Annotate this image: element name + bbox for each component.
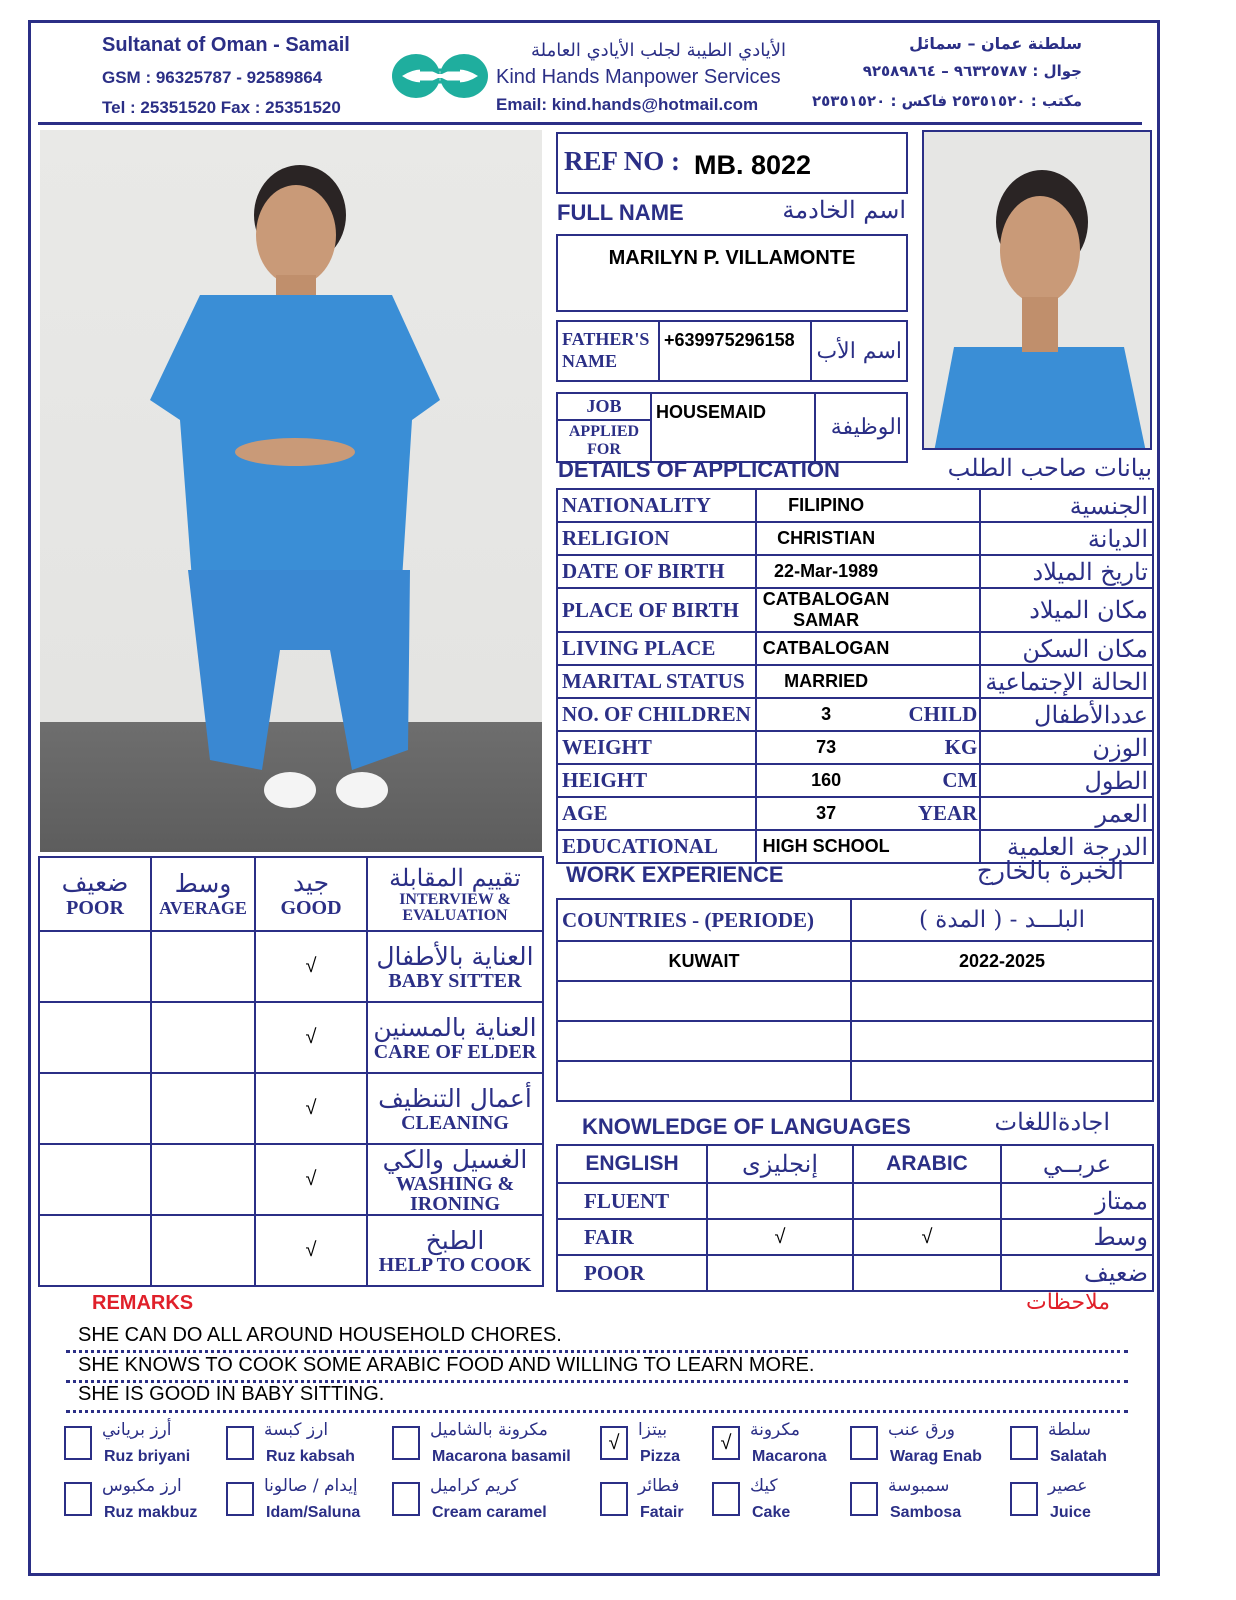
lang-english-mark — [707, 1255, 853, 1291]
company-name-ar: الأيادي الطيبة لجلب الأيادي العاملة — [530, 40, 786, 61]
food-label-en: Juice — [1050, 1504, 1091, 1521]
details-row — [557, 698, 1153, 731]
eval-average-ar: وسط — [174, 869, 232, 898]
lang-english-mark — [707, 1183, 853, 1219]
details-title-ar: بيانات صاحب الطلب — [947, 454, 1152, 482]
food-label-ar: مكرونة — [750, 1420, 800, 1440]
lang-arabic-mark: √ — [853, 1219, 1001, 1255]
details-label: WEIGHT — [557, 731, 756, 764]
food-label-en: Cream caramel — [432, 1504, 547, 1521]
details-row — [557, 797, 1153, 830]
eval-skill-ar: الطبخ — [425, 1226, 485, 1255]
details-label-ar: مكان الميلاد — [980, 588, 1153, 632]
details-value-cell — [756, 588, 981, 632]
remark-line-2: SHE KNOWS TO COOK SOME ARABIC FOOD AND WILLING TO LEARN MORE. — [78, 1354, 815, 1376]
eval-row — [39, 1002, 543, 1073]
father-value: +639975296158 — [659, 321, 811, 381]
food-label-en: Warag Enab — [890, 1448, 982, 1465]
eval-header-en: INTERVIEW & EVALUATION — [399, 891, 511, 924]
languages-title-ar: اجادةاللغات — [994, 1108, 1110, 1136]
lang-level: FLUENT — [557, 1183, 707, 1219]
job-label-ar: الوظيفة — [815, 393, 907, 462]
details-label: AGE — [557, 797, 756, 830]
work-country — [557, 1061, 851, 1101]
food-label-en: Macarona basamil — [432, 1448, 571, 1465]
details-label-ar: مكان السكن — [980, 632, 1153, 665]
remark-divider-1 — [66, 1350, 1128, 1353]
evaluation-table — [38, 856, 544, 1287]
work-col-en: COUNTRIES - (PERIODE) — [557, 899, 851, 941]
father-table — [556, 320, 908, 382]
details-value-cell — [756, 522, 981, 555]
full-body-photo — [40, 130, 542, 852]
eval-header-ar: تقييم المقابلة — [389, 864, 521, 892]
details-value: 37 — [816, 803, 837, 823]
food-checkbox[interactable]: √ — [712, 1426, 740, 1460]
eval-poor-ar: ضعيف — [61, 868, 129, 897]
food-checkbox[interactable] — [226, 1426, 254, 1460]
eval-skill-cell — [367, 931, 543, 1002]
details-label: MARITAL STATUS — [557, 665, 756, 698]
food-checkbox[interactable] — [392, 1426, 420, 1460]
lang-level-ar: ضعيف — [1001, 1255, 1153, 1291]
eval-good-ar: جيد — [292, 868, 330, 897]
food-label-ar: ارز مكبوس — [102, 1476, 182, 1496]
portrait-photo — [922, 130, 1152, 450]
food-label-ar: عصير — [1048, 1476, 1088, 1496]
lang-arabic-mark — [853, 1183, 1001, 1219]
full-name-label-ar: اسم الخادمة — [782, 196, 906, 224]
eval-good-cell: √ — [255, 1002, 367, 1073]
eval-poor-cell — [39, 1002, 151, 1073]
details-title: DETAILS OF APPLICATION — [558, 457, 840, 482]
eval-row — [39, 931, 543, 1002]
details-row — [557, 588, 1153, 632]
food-label-en: Ruz kabsah — [266, 1448, 355, 1465]
remark-line-1: SHE CAN DO ALL AROUND HOUSEHOLD CHORES. — [78, 1324, 562, 1346]
eval-skill-en: WASHING & IRONING — [395, 1173, 515, 1215]
company-name-en: Kind Hands Manpower Services — [496, 66, 781, 88]
details-value-cell — [756, 698, 981, 731]
details-value-cell — [756, 797, 981, 830]
eval-skill-cell — [367, 1144, 543, 1215]
eval-skill-ar: أعمال التنظيف — [378, 1084, 532, 1113]
details-row — [557, 764, 1153, 797]
food-label-en: Macarona — [752, 1448, 827, 1465]
food-label-ar: مكرونة بالشاميل — [430, 1420, 548, 1440]
lang-row — [557, 1183, 1153, 1219]
eval-skill-ar: العناية بالمسنين — [373, 1013, 537, 1042]
details-value: 22-Mar-1989 — [774, 561, 879, 581]
food-label-en: Sambosa — [890, 1504, 962, 1521]
company-logo — [390, 50, 490, 102]
details-label-ar: عددالأطفال — [980, 698, 1153, 731]
details-row — [557, 632, 1153, 665]
details-value: FILIPINO — [788, 495, 865, 515]
work-country — [557, 981, 851, 1021]
eval-average-cell — [151, 1144, 255, 1215]
work-row — [557, 981, 1153, 1021]
details-label: DATE OF BIRTH — [557, 555, 756, 588]
food-label-ar: ورق عنب — [888, 1420, 955, 1440]
lang-arabic: ARABIC — [853, 1145, 1001, 1183]
details-value-cell — [756, 555, 981, 588]
food-checkbox[interactable] — [64, 1426, 92, 1460]
food-label-en: Cake — [752, 1504, 791, 1521]
eval-average-en: AVERAGE — [159, 898, 247, 918]
work-country: KUWAIT — [557, 941, 851, 981]
details-label: EDUCATIONAL — [557, 830, 756, 863]
details-unit: KG — [944, 735, 978, 759]
remarks-label-ar: ملاحظات — [1026, 1290, 1110, 1315]
food-checkbox[interactable] — [226, 1482, 254, 1516]
father-label: FATHER'S NAME — [562, 329, 650, 371]
languages-table — [556, 1144, 1154, 1292]
food-checkbox[interactable] — [64, 1482, 92, 1516]
food-label-ar: ارز كبسة — [264, 1420, 329, 1440]
eval-skill-ar: العناية بالأطفال — [376, 942, 534, 971]
details-row — [557, 555, 1153, 588]
full-name-label: FULL NAME — [557, 200, 684, 225]
food-label-en: Salatah — [1050, 1448, 1107, 1465]
details-value: HIGH SCHOOL — [762, 836, 890, 856]
details-label-ar: الجنسية — [980, 489, 1153, 522]
father-label-ar: اسم الأب — [811, 321, 907, 381]
lang-english-ar: إنجليزى — [707, 1145, 853, 1183]
eval-average-cell — [151, 931, 255, 1002]
food-label-ar: كريم كراميل — [430, 1476, 519, 1496]
header-right-tel: مكتب : ٢٥٣٥١٥٢٠ فاكس : ٢٥٣٥١٥٢٠ — [811, 92, 1082, 110]
details-label: HEIGHT — [557, 764, 756, 797]
lang-english: ENGLISH — [557, 1145, 707, 1183]
details-value-cell — [756, 632, 981, 665]
work-country — [557, 1021, 851, 1061]
eval-poor-cell — [39, 931, 151, 1002]
lang-level: FAIR — [557, 1219, 707, 1255]
lang-level-ar: وسط — [1001, 1219, 1153, 1255]
details-label-ar: الطول — [980, 764, 1153, 797]
lang-arabic-ar: عربــي — [1001, 1145, 1153, 1183]
full-name-value: MARILYN P. VILLAMONTE — [608, 247, 856, 269]
job-label-2: APPLIED FOR — [568, 423, 640, 458]
eval-row — [39, 1215, 543, 1286]
details-label-ar: العمر — [980, 797, 1153, 830]
lang-english-mark: √ — [707, 1219, 853, 1255]
details-label-ar: تاريخ الميلاد — [980, 555, 1153, 588]
work-row — [557, 1061, 1153, 1101]
work-title: WORK EXPERIENCE — [566, 862, 784, 887]
eval-good-cell: √ — [255, 1215, 367, 1286]
food-label-ar: سمبوسة — [888, 1476, 950, 1496]
details-value: CATBALOGAN SAMAR — [762, 589, 890, 630]
details-value: 160 — [811, 770, 842, 790]
details-unit: CHILD — [908, 702, 978, 726]
food-label-ar: بيتزا — [638, 1420, 668, 1440]
lang-level: POOR — [557, 1255, 707, 1291]
eval-skill-en: BABY SITTER — [388, 970, 522, 992]
work-row — [557, 1021, 1153, 1061]
header-tel: Tel : 25351520 Fax : 25351520 — [102, 98, 341, 117]
details-unit: YEAR — [917, 801, 978, 825]
details-value-cell — [756, 764, 981, 797]
details-label-ar: الدرجة العلمية — [980, 830, 1153, 863]
food-checkbox[interactable] — [392, 1482, 420, 1516]
food-label-ar: فطائر — [638, 1476, 680, 1496]
eval-skill-en: CLEANING — [401, 1112, 509, 1134]
food-label-en: Ruz briyani — [104, 1448, 191, 1465]
food-checkbox[interactable] — [712, 1482, 740, 1516]
eval-good-cell: √ — [255, 1073, 367, 1144]
eval-good-cell: √ — [255, 931, 367, 1002]
details-row — [557, 489, 1153, 522]
eval-average-cell — [151, 1073, 255, 1144]
lang-level-ar: ممتاز — [1001, 1183, 1153, 1219]
eval-skill-cell — [367, 1215, 543, 1286]
header-email: Email: kind.hands@hotmail.com — [496, 95, 759, 114]
eval-poor-cell — [39, 1073, 151, 1144]
eval-skill-ar: الغسيل والكي — [382, 1145, 528, 1174]
food-label-en: Ruz makbuz — [104, 1504, 198, 1521]
food-label-ar: كيك — [750, 1476, 778, 1496]
full-name-box — [556, 234, 908, 312]
header-gsm: GSM : 96325787 - 92589864 — [102, 68, 323, 87]
food-checkbox[interactable] — [850, 1482, 878, 1516]
details-value-cell — [756, 489, 981, 522]
food-label-ar: سلطة — [1048, 1420, 1091, 1440]
eval-good-cell: √ — [255, 1144, 367, 1215]
details-label: LIVING PLACE — [557, 632, 756, 665]
eval-skill-en: HELP TO COOK — [378, 1254, 532, 1276]
eval-skill-en: CARE OF ELDER — [373, 1041, 537, 1063]
food-label-en: Idam/Saluna — [266, 1504, 361, 1521]
details-value: 73 — [816, 737, 837, 757]
work-period — [851, 981, 1153, 1021]
job-value: HOUSEMAID — [651, 393, 815, 462]
ref-label: REF NO : — [564, 146, 680, 176]
remarks-label: REMARKS — [92, 1292, 194, 1314]
work-period — [851, 1021, 1153, 1061]
eval-poor-cell — [39, 1144, 151, 1215]
work-title-ar: الخبرة بالخارج — [976, 856, 1124, 885]
details-value: MARRIED — [784, 671, 869, 691]
food-checkbox[interactable]: √ — [600, 1426, 628, 1460]
work-col-ar: البلـــد - ( المدة ) — [851, 899, 1153, 941]
remark-divider-3 — [66, 1410, 1128, 1413]
details-label: RELIGION — [557, 522, 756, 555]
details-value-cell — [756, 731, 981, 764]
header-divider — [38, 122, 1142, 125]
eval-poor-cell — [39, 1215, 151, 1286]
details-table — [556, 488, 1154, 864]
food-checkbox[interactable] — [1010, 1482, 1038, 1516]
food-checkbox[interactable] — [850, 1426, 878, 1460]
work-table — [556, 898, 1154, 1102]
eval-average-cell — [151, 1215, 255, 1286]
food-label-ar: أرز برياني — [102, 1420, 172, 1440]
eval-good-en: GOOD — [280, 897, 342, 919]
details-row — [557, 522, 1153, 555]
details-row — [557, 665, 1153, 698]
ref-value: MB. 8022 — [694, 150, 812, 180]
details-label-ar: الوزن — [980, 731, 1153, 764]
details-label-ar: الديانة — [980, 522, 1153, 555]
details-label: PLACE OF BIRTH — [557, 588, 756, 632]
eval-row — [39, 1144, 543, 1215]
work-period: 2022-2025 — [851, 941, 1153, 981]
details-value: 3 — [821, 704, 832, 724]
work-period — [851, 1061, 1153, 1101]
food-label-en: Fatair — [640, 1504, 684, 1521]
eval-row — [39, 1073, 543, 1144]
details-value: CATBALOGAN — [762, 638, 890, 658]
details-label-ar: الحالة الإجتماعية — [980, 665, 1153, 698]
remark-line-3: SHE IS GOOD IN BABY SITTING. — [78, 1383, 385, 1405]
food-label-ar: إيدام / صالونا — [264, 1476, 358, 1496]
job-label-1: JOB — [558, 394, 650, 421]
details-row — [557, 731, 1153, 764]
details-value: CHRISTIAN — [777, 528, 876, 548]
header-right-gsm: جوال : ٩٦٣٢٥٧٨٧ – ٩٢٥٨٩٨٦٤ — [862, 62, 1082, 80]
header-left-title: Sultanat of Oman - Samail — [102, 34, 350, 56]
food-checkbox[interactable] — [600, 1482, 628, 1516]
header-right-title: سلطنة عمان – سمائل — [909, 34, 1082, 53]
details-unit: CM — [942, 768, 978, 792]
food-checkbox[interactable] — [1010, 1426, 1038, 1460]
languages-title: KNOWLEDGE OF LANGUAGES — [582, 1114, 911, 1139]
eval-poor-en: POOR — [66, 897, 124, 919]
lang-row — [557, 1219, 1153, 1255]
eval-average-cell — [151, 1002, 255, 1073]
lang-row — [557, 1255, 1153, 1291]
work-row — [557, 941, 1153, 981]
details-label: NATIONALITY — [557, 489, 756, 522]
job-table — [556, 392, 908, 463]
eval-skill-cell — [367, 1073, 543, 1144]
food-label-en: Pizza — [640, 1448, 681, 1465]
eval-skill-cell — [367, 1002, 543, 1073]
details-label: NO. OF CHILDREN — [557, 698, 756, 731]
lang-arabic-mark — [853, 1255, 1001, 1291]
details-value-cell — [756, 665, 981, 698]
